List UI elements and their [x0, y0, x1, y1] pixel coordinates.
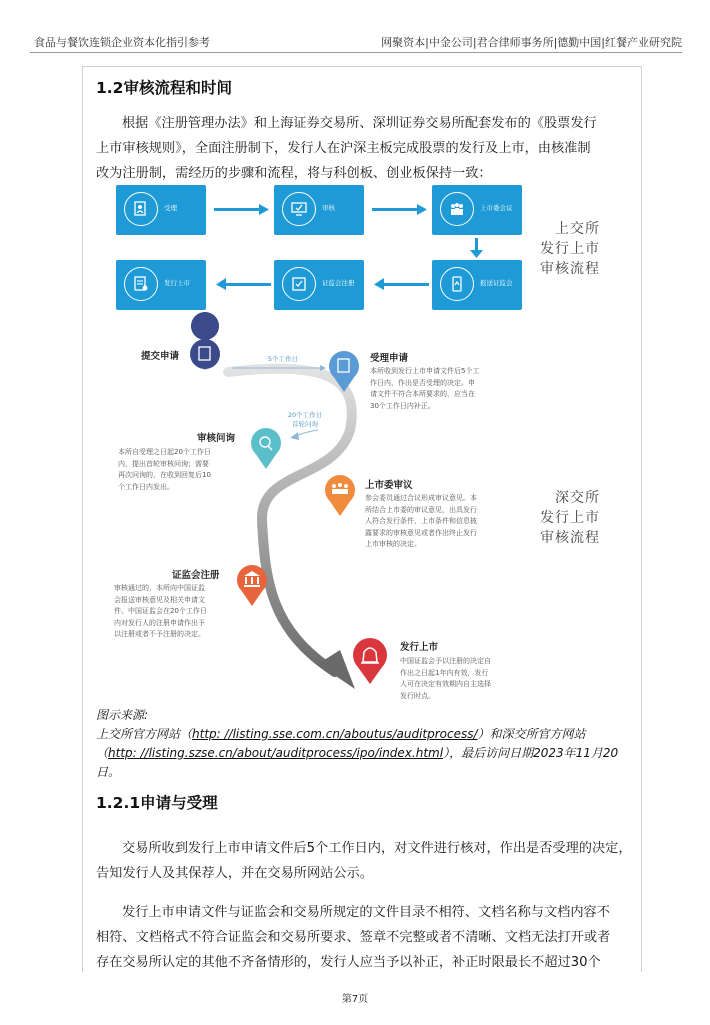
- note-line: 首轮问询: [292, 420, 318, 428]
- correction-paragraph: [96, 900, 636, 975]
- flow-box-label: 报送证监会: [480, 279, 513, 287]
- paragraph-line: 存在交易所认定的其他不齐备情形的，发行人应当予以补正，补正时限最长不超过30个: [96, 955, 601, 970]
- step-desc-csrc: [114, 583, 239, 641]
- desc-line: 参会委员通过合议形成审议意见。本: [365, 494, 477, 502]
- step-title-accept: 受理申请: [370, 353, 409, 364]
- desc-line: 30个工作日内补正。: [370, 401, 435, 410]
- desc-line: 内对发行人的注册申请作出予: [114, 618, 205, 627]
- pin-committee: [325, 475, 355, 516]
- caption-line: 发行上市: [540, 510, 600, 526]
- desc-line: 中国证监会予以注册的决定自: [400, 657, 491, 665]
- header-left-title: 食品与餐饮连锁企业资本化指引参考: [34, 36, 210, 49]
- desc-line: 个工作日内发出。: [118, 482, 174, 491]
- figure-source: [96, 706, 636, 782]
- source-line-1: [96, 725, 636, 744]
- note-5-days: 5个工作日: [267, 355, 299, 363]
- paragraph-line: 交易所收到发行上市申请文件后5个工作日内，对文件进行核对，作出是否受理的决定，: [122, 841, 632, 856]
- people-icon: [332, 484, 336, 488]
- source-text: 上交所官方网站（: [96, 727, 193, 741]
- desc-line: 上市审核的决定。: [365, 540, 421, 548]
- header-right-title: 网聚资本|中金公司|君合律师事务所|德勤中国|红餐产业研究院: [381, 36, 682, 49]
- desc-line: 会报送审核意见及相关申请文: [114, 595, 205, 604]
- pin-submit: [190, 312, 220, 370]
- step-desc-inquiry: [118, 447, 243, 493]
- step-title-csrc: 证监会注册: [172, 570, 220, 581]
- source-text: ），最后访问日期2023年11月20日。: [96, 746, 619, 779]
- step-title-committee: 上市委审议: [365, 480, 413, 491]
- desc-line: 作出之日起1年内有效，发行: [400, 668, 489, 677]
- szse-diagram-caption: [520, 488, 600, 548]
- sse-link[interactable]: http: //listing.sse.com.cn/aboutus/auditprocess/: [192, 727, 478, 741]
- page-number: 第7页: [341, 994, 369, 1005]
- desc-line: 本所自受理之日起20个工作日: [118, 448, 211, 456]
- flow-box-label: 证监会注册: [322, 279, 355, 287]
- source-line-2: [96, 744, 636, 782]
- desc-line: 以注册或者不予注册的决定。: [114, 630, 205, 638]
- desc-line: 再次问询的，在收到回复后10: [118, 471, 211, 479]
- flow-box-label: 审核: [322, 204, 335, 212]
- flow-box-label: 受理: [164, 204, 177, 212]
- source-text: （: [96, 746, 109, 760]
- caption-line: 上交所: [555, 221, 600, 237]
- step-title-submit: 提交申请: [141, 351, 180, 362]
- pin-accept: [329, 351, 359, 392]
- pin-csrc: [237, 565, 267, 606]
- caption-line: 发行上市: [540, 241, 600, 257]
- desc-line: 露要求的审核意见或者作出终止发行: [365, 528, 477, 537]
- desc-line: 审核通过的，本所向中国证监: [114, 584, 205, 592]
- caption-line: 深交所: [555, 490, 600, 506]
- step-desc-committee: [365, 493, 515, 551]
- flow-box-label: 上市委会议: [480, 204, 513, 212]
- acceptance-paragraph: [96, 836, 636, 886]
- section-heading: 1.2审核流程和时间: [96, 79, 232, 97]
- desc-line: 内，提出首轮审核问询；需要: [118, 459, 209, 468]
- desc-line: 件。中国证监会在20个工作日: [114, 607, 207, 615]
- desc-line: 请文件不符合本所要求的，应当在: [370, 390, 475, 398]
- desc-line: 本所收到发行上市申请文件后5个工: [370, 367, 480, 375]
- szse-link[interactable]: http: //listing.szse.cn/about/auditprocess/ipo/index.html: [108, 746, 444, 760]
- paragraph-line: 上市审核规则》，全面注册制下，发行人在沪深主板完成股票的发行及上市，由核准制: [96, 141, 591, 156]
- source-label: 图示来源:: [96, 708, 149, 722]
- pin-listing: [353, 638, 387, 684]
- step-title-listing: 发行上市: [400, 642, 439, 653]
- paragraph-line: 相符、文档格式不符合证监会和交易所要求、签章不完整或者不清晰、文档无法打开或者: [96, 930, 611, 945]
- desc-line: 发行时点。: [400, 691, 435, 700]
- paragraph-line: 发行上市申请文件与证监会和交易所规定的文件目录不相符、文档名称与文档内容不: [122, 905, 610, 920]
- source-text: ）和深交所官方网站: [477, 727, 586, 741]
- paragraph-line: 改为注册制，需经历的步骤和流程，将与科创板、创业板保持一致：: [96, 166, 492, 181]
- note-20-days: [278, 411, 332, 429]
- step-desc-accept: [370, 366, 510, 412]
- subsection-heading: 1.2.1申请与受理: [96, 794, 218, 812]
- step-title-inquiry: 审核问询: [197, 433, 236, 444]
- caption-line: 审核流程: [540, 261, 600, 277]
- paragraph-line: 根据《注册管理办法》和上海证券交易所、深圳证券交易所配套发布的《股票发行: [122, 116, 597, 131]
- note-line: 20个工作日: [287, 411, 323, 419]
- step-desc-listing: [400, 656, 530, 702]
- paragraph-line: 告知发行人及其保荐人，并在交易所网站公示。: [96, 866, 373, 881]
- caption-line: 审核流程: [540, 530, 600, 546]
- pin-inquiry: [251, 428, 281, 469]
- desc-line: 作日内，作出是否受理的决定。申: [370, 378, 475, 387]
- desc-line: 所结合上市委的审议意见，出具发行: [365, 505, 477, 514]
- desc-line: 人符合发行条件、上市条件和信息披: [365, 517, 477, 525]
- flow-box-label: 发行上市: [164, 279, 190, 287]
- desc-line: 人可在决定有效期内自主选择: [400, 680, 491, 688]
